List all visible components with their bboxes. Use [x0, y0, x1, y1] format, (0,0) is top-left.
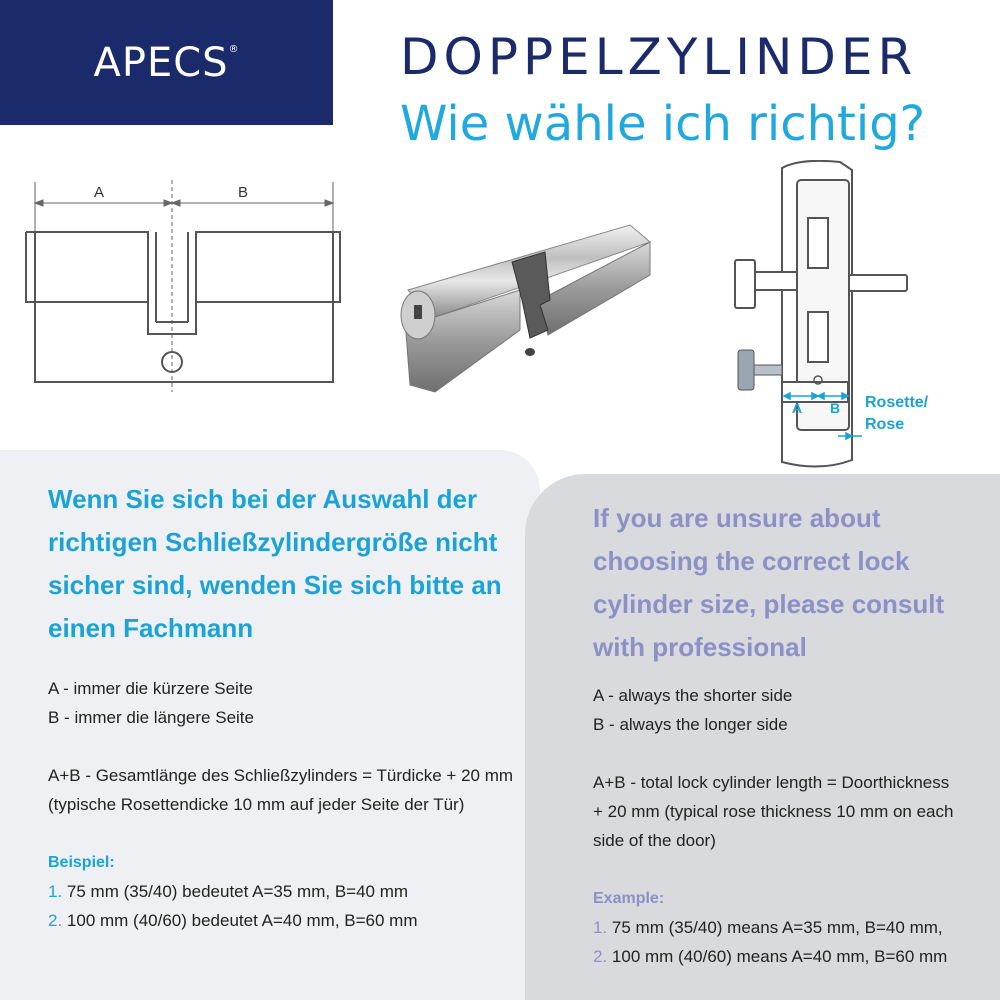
- english-body: [593, 681, 988, 971]
- german-body: [48, 674, 528, 935]
- example-text: 100 mm (40/60) means A=40 mm, B=60 mm: [611, 947, 948, 966]
- logo-text: APECS: [93, 40, 229, 86]
- german-heading: [48, 478, 518, 650]
- rosette-label-line1: Rosette/: [865, 394, 929, 411]
- english-example-1: [593, 913, 988, 942]
- brand-logo: [0, 40, 333, 86]
- rosette-label-line2: Rose: [865, 416, 905, 433]
- page-subtitle: Wie wähle ich richtig?: [400, 96, 926, 152]
- german-example-label: Beispiel:: [48, 854, 115, 871]
- english-line-b: B - always the longer side: [593, 715, 788, 734]
- door-label-b: B: [830, 400, 841, 416]
- example-text: 100 mm (40/60) bedeutet A=40 mm, B=60 mm: [66, 911, 418, 930]
- example-number: 2.: [593, 947, 608, 966]
- rosette-label: [865, 392, 928, 436]
- english-heading-line: If you are unsure about: [593, 503, 881, 533]
- english-heading-line: cylinder size, please consult: [593, 589, 945, 619]
- english-formula-3: side of the door): [593, 831, 716, 850]
- english-example-label: Example:: [593, 890, 665, 907]
- german-line-b: B - immer die längere Seite: [48, 708, 254, 727]
- english-formula-1: A+B - total lock cylinder length = Doorthickness: [593, 773, 950, 792]
- german-heading-line: einen Fachmann: [48, 613, 254, 643]
- door-label-a: A: [792, 400, 803, 416]
- german-example-2: [48, 906, 528, 935]
- english-heading-line: choosing the correct lock: [593, 546, 910, 576]
- example-number: 1.: [48, 882, 63, 901]
- english-heading-line: with professional: [593, 632, 807, 662]
- english-formula-2: + 20 mm (typical rose thickness 10 mm on each: [593, 802, 954, 821]
- dimension-label-a: A: [94, 184, 105, 201]
- example-number: 2.: [48, 911, 63, 930]
- cylinder-technical-drawing: [0, 170, 360, 410]
- example-text: 75 mm (35/40) means A=35 mm, B=40 mm,: [611, 918, 943, 937]
- english-example-2: [593, 942, 988, 971]
- german-formula-1: A+B - Gesamtlänge des Schließzylinders = Türdicke + 20 mm: [48, 766, 514, 785]
- example-number: 1.: [593, 918, 608, 937]
- german-heading-line: Wenn Sie sich bei der Auswahl der: [48, 484, 478, 514]
- german-heading-line: sicher sind, wenden Sie sich bitte an: [48, 570, 502, 600]
- page-title: DOPPELZYLINDER: [400, 28, 918, 86]
- english-heading: [593, 497, 983, 669]
- registered-mark: ®: [228, 44, 240, 55]
- dimension-label-b: B: [238, 184, 249, 201]
- german-example-1: [48, 877, 528, 906]
- german-formula-2: (typische Rosettendicke 10 mm auf jeder Seite der Tür): [48, 795, 465, 814]
- english-line-a: A - always the shorter side: [593, 686, 793, 705]
- german-heading-line: richtigen Schließzylindergröße nicht: [48, 527, 498, 557]
- german-line-a: A - immer die kürzere Seite: [48, 679, 254, 698]
- example-text: 75 mm (35/40) bedeutet A=35 mm, B=40 mm: [66, 882, 409, 901]
- lock-cylinder-photo: [385, 210, 665, 400]
